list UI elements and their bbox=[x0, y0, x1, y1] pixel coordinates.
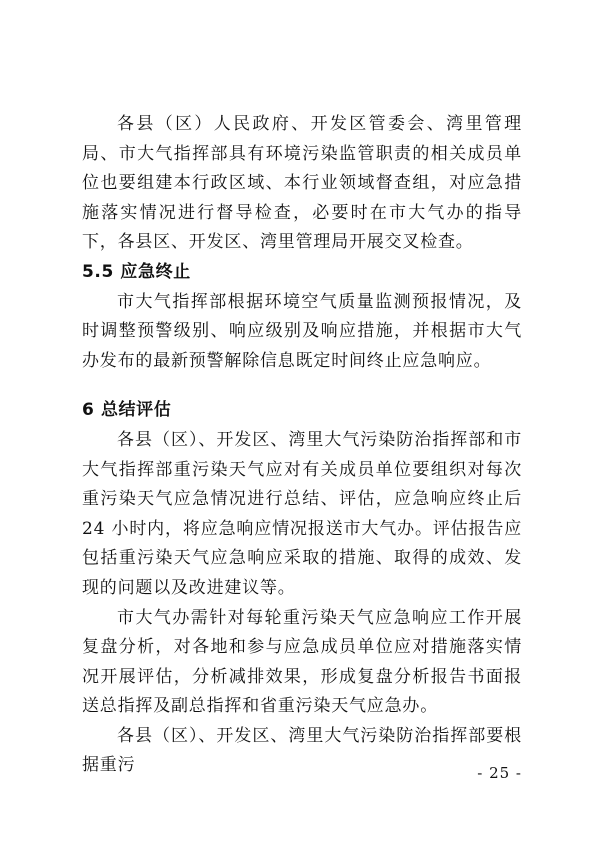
section-spacer bbox=[82, 376, 522, 396]
paragraph-summary-report: 各县（区）、开发区、湾里大气污染防治指挥部和市大气指挥部重污染天气应对有关成员单位要组织对每次重污染天气应急情况进行总结、评估，应急响应终止后 24 小时内，将应急响应情况报送市大气办。评估报告应包括重污染天气应急响应采取的措施、取得的成效、发现的问题以及改进建议等。 bbox=[82, 429, 522, 598]
page-number: - 25 - bbox=[477, 764, 522, 782]
page-body bbox=[82, 110, 522, 781]
paragraph-review-analysis: 市大气办需针对每轮重污染天气应急响应工作开展复盘分析，对各地和参与应急成员单位应对措施落实情况开展评估，分析减排效果，形成复盘分析报告书面报送总指挥及副总指挥和省重污染天气应急办。 bbox=[82, 607, 522, 717]
paragraph-continued: 各县（区）、开发区、湾里大气污染防治指挥部要根据重污 bbox=[82, 725, 522, 776]
section-heading-5-5: 5.5 应急终止 bbox=[82, 261, 191, 282]
paragraph-emergency-termination: 市大气指挥部根据环境空气质量监测预报情况，及时调整预警级别、响应级别及响应措施，并根据市大气办发布的最新预警解除信息既定时间终止应急响应。 bbox=[82, 291, 522, 371]
paragraph-cross-inspection: 各县（区）人民政府、开发区管委会、湾里管理局、市大气指挥部具有环境污染监管职责的相关成员单位也要组建本行政区域、本行业领域督查组，对应急措施落实情况进行督导检查，必要时在市大气办的指导下，各县区、开发区、湾里管理局开展交叉检查。 bbox=[82, 114, 522, 253]
section-heading-6: 6 总结评估 bbox=[82, 400, 172, 421]
